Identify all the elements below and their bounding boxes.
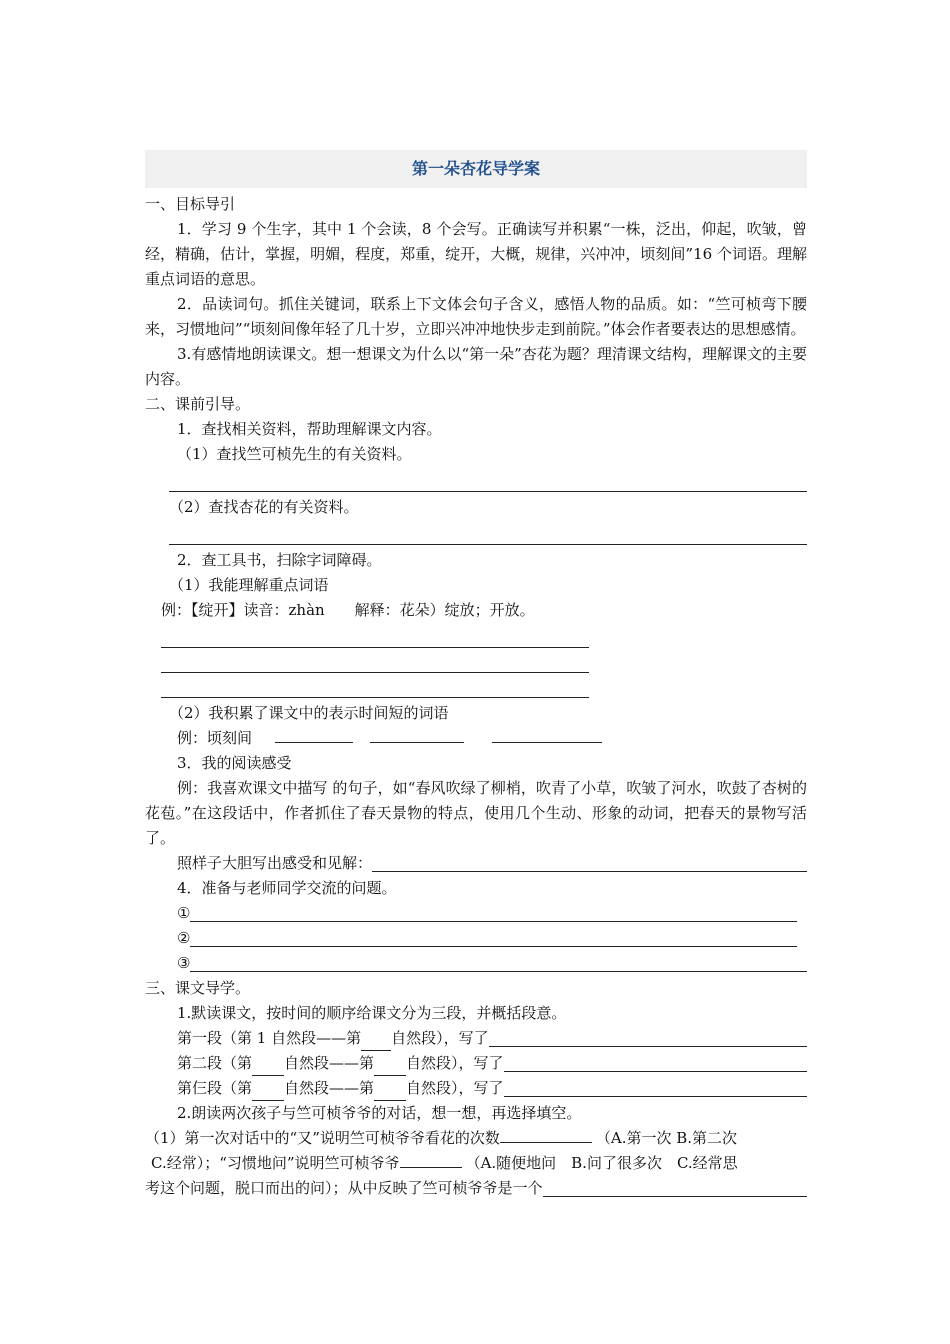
segment-label: 第仨段（第 [177, 1079, 253, 1097]
circled-number-1: ① [177, 904, 191, 922]
time-words-row [145, 726, 807, 751]
word-example: 例：【绽开】读音：zhàn 解释：花朵）绽放；开放。 [161, 601, 535, 619]
reading-example-paragraph: 例：我喜欢课文中描写 的句子，如“春风吹绿了柳梢，吹青了小草，吹皱了河水，吹鼓了杏树的花苞。”在这段话中，作者抓住了春天景物的特点，使用几个生动、形象的动词，把春天的景物写活了。 [145, 779, 807, 847]
blank-field[interactable] [400, 1151, 462, 1168]
blank-field[interactable] [500, 1126, 592, 1143]
preview-item-3: 3．我的阅读感受 [177, 754, 292, 772]
answer-line[interactable] [372, 853, 807, 872]
answer-line[interactable] [169, 467, 807, 492]
question-options: （A.随便地问 B.问了很多次 C.经常思 [465, 1154, 738, 1172]
segment-label: 自然段——第 [284, 1054, 375, 1072]
answer-line[interactable] [190, 953, 807, 972]
segment-label: 自然段——第 [284, 1079, 375, 1097]
blank-field[interactable] [252, 1059, 284, 1076]
blank-field[interactable] [252, 1084, 284, 1101]
circled-number-2: ② [177, 929, 191, 947]
preview-item-4: 4．准备与老师同学交流的问题。 [177, 879, 397, 897]
imitate-label: 照样子大胆写出感受和见解： [177, 854, 373, 872]
worksheet-page [145, 150, 807, 1201]
answer-line[interactable] [161, 673, 589, 698]
blank-field[interactable] [492, 726, 602, 743]
blank-field[interactable] [275, 726, 353, 743]
preview-item-2: 2．查工具书，扫除字词障碍。 [177, 551, 382, 569]
segment-label: 自然段），写了 [406, 1079, 504, 1097]
preview-item-1: 1．查找相关资料，帮助理解课文内容。 [177, 420, 442, 438]
answer-line[interactable] [504, 1078, 807, 1097]
answer-line[interactable] [489, 1028, 807, 1047]
answer-line[interactable] [190, 903, 797, 922]
segment-row-3 [145, 1076, 807, 1101]
segment-label: 自然段），写了 [406, 1054, 504, 1072]
blank-field[interactable] [370, 726, 464, 743]
question-text: 考这个问题，脱口而出的问）；从中反映了竺可桢爷爷是一个 [145, 1179, 543, 1197]
question-options: （A.第一次 B.第二次 [595, 1129, 738, 1147]
goal-1-paragraph: 1．学习 9 个生字，其中 1 个会读，8 个会写。正确读写并积累“一株，泛出，仰起，吹皱，曾经，精确，估计，掌握，明媚，程度，郑重，绽开，大概，规律，兴冲冲，顷刻间”16 个词语。理解重点词语的意思。 [145, 220, 807, 288]
preview-item-1b: （2）查找杏花的有关资料。 [169, 498, 359, 516]
blank-field[interactable] [361, 1034, 391, 1051]
question-row-2 [145, 926, 807, 951]
question-text: （1）第一次对话中的“又”说明竺可桢爷爷看花的次数 [145, 1129, 500, 1147]
question-1-line-3 [145, 1176, 807, 1201]
guide-item-1: 1.默读课文，按时间的顺序给课文分为三段，并概括段意。 [177, 1004, 567, 1022]
segment-label: 第二段（第 [177, 1054, 253, 1072]
segment-row-1 [145, 1026, 807, 1051]
answer-line[interactable] [504, 1053, 807, 1072]
circled-number-3: ③ [177, 954, 191, 972]
guide-item-2: 2.朗读两次孩子与竺可桢爷爷的对话，想一想，再选择填空。 [177, 1104, 582, 1122]
section-2-heading: 二、课前引导。 [145, 395, 251, 413]
answer-line[interactable] [161, 623, 589, 648]
segment-row-2 [145, 1051, 807, 1076]
question-1-line-1 [145, 1126, 807, 1151]
answer-line[interactable] [169, 520, 807, 545]
goal-2-paragraph: 2．品读词句。抓住关键词，联系上下文体会句子含义，感悟人物的品质。如：“竺可桢弯下腰来，习惯地问”“顷刻间像年轻了几十岁，立即兴冲冲地快步走到前院。”体会作者要表达的思想感情。 [145, 295, 807, 338]
time-word-example: 例：顷刻间 [177, 729, 253, 747]
section-3-heading: 三、课文导学。 [145, 979, 251, 997]
answer-line[interactable] [161, 648, 589, 673]
page-title: 第一朵杏花导学案 [145, 150, 807, 188]
blank-field[interactable] [374, 1059, 406, 1076]
answer-line[interactable] [190, 928, 797, 947]
section-1-heading: 一、目标导引 [145, 195, 236, 213]
question-row-1 [145, 901, 807, 926]
segment-label: 第一段（第 1 自然段——第 [177, 1029, 362, 1047]
goal-3-paragraph: 3.有感情地朗读课文。想一想课文为什么以“第一朵”杏花为题？理清课文结构，理解课文的主要内容。 [145, 345, 807, 388]
preview-item-1a: （1）查找竺可桢先生的有关资料。 [177, 445, 412, 463]
preview-item-2b: （2）我积累了课文中的表示时间短的词语 [169, 704, 449, 722]
question-1-line-2 [145, 1151, 807, 1176]
blank-field[interactable] [374, 1084, 406, 1101]
imitate-row [145, 851, 807, 876]
preview-item-2a: （1）我能理解重点词语 [169, 576, 329, 594]
answer-line[interactable] [543, 1178, 807, 1197]
question-text: C.经常）；“习惯地问”说明竺可桢爷爷 [151, 1154, 400, 1172]
question-row-3 [145, 951, 807, 976]
segment-label: 自然段），写了 [391, 1029, 489, 1047]
